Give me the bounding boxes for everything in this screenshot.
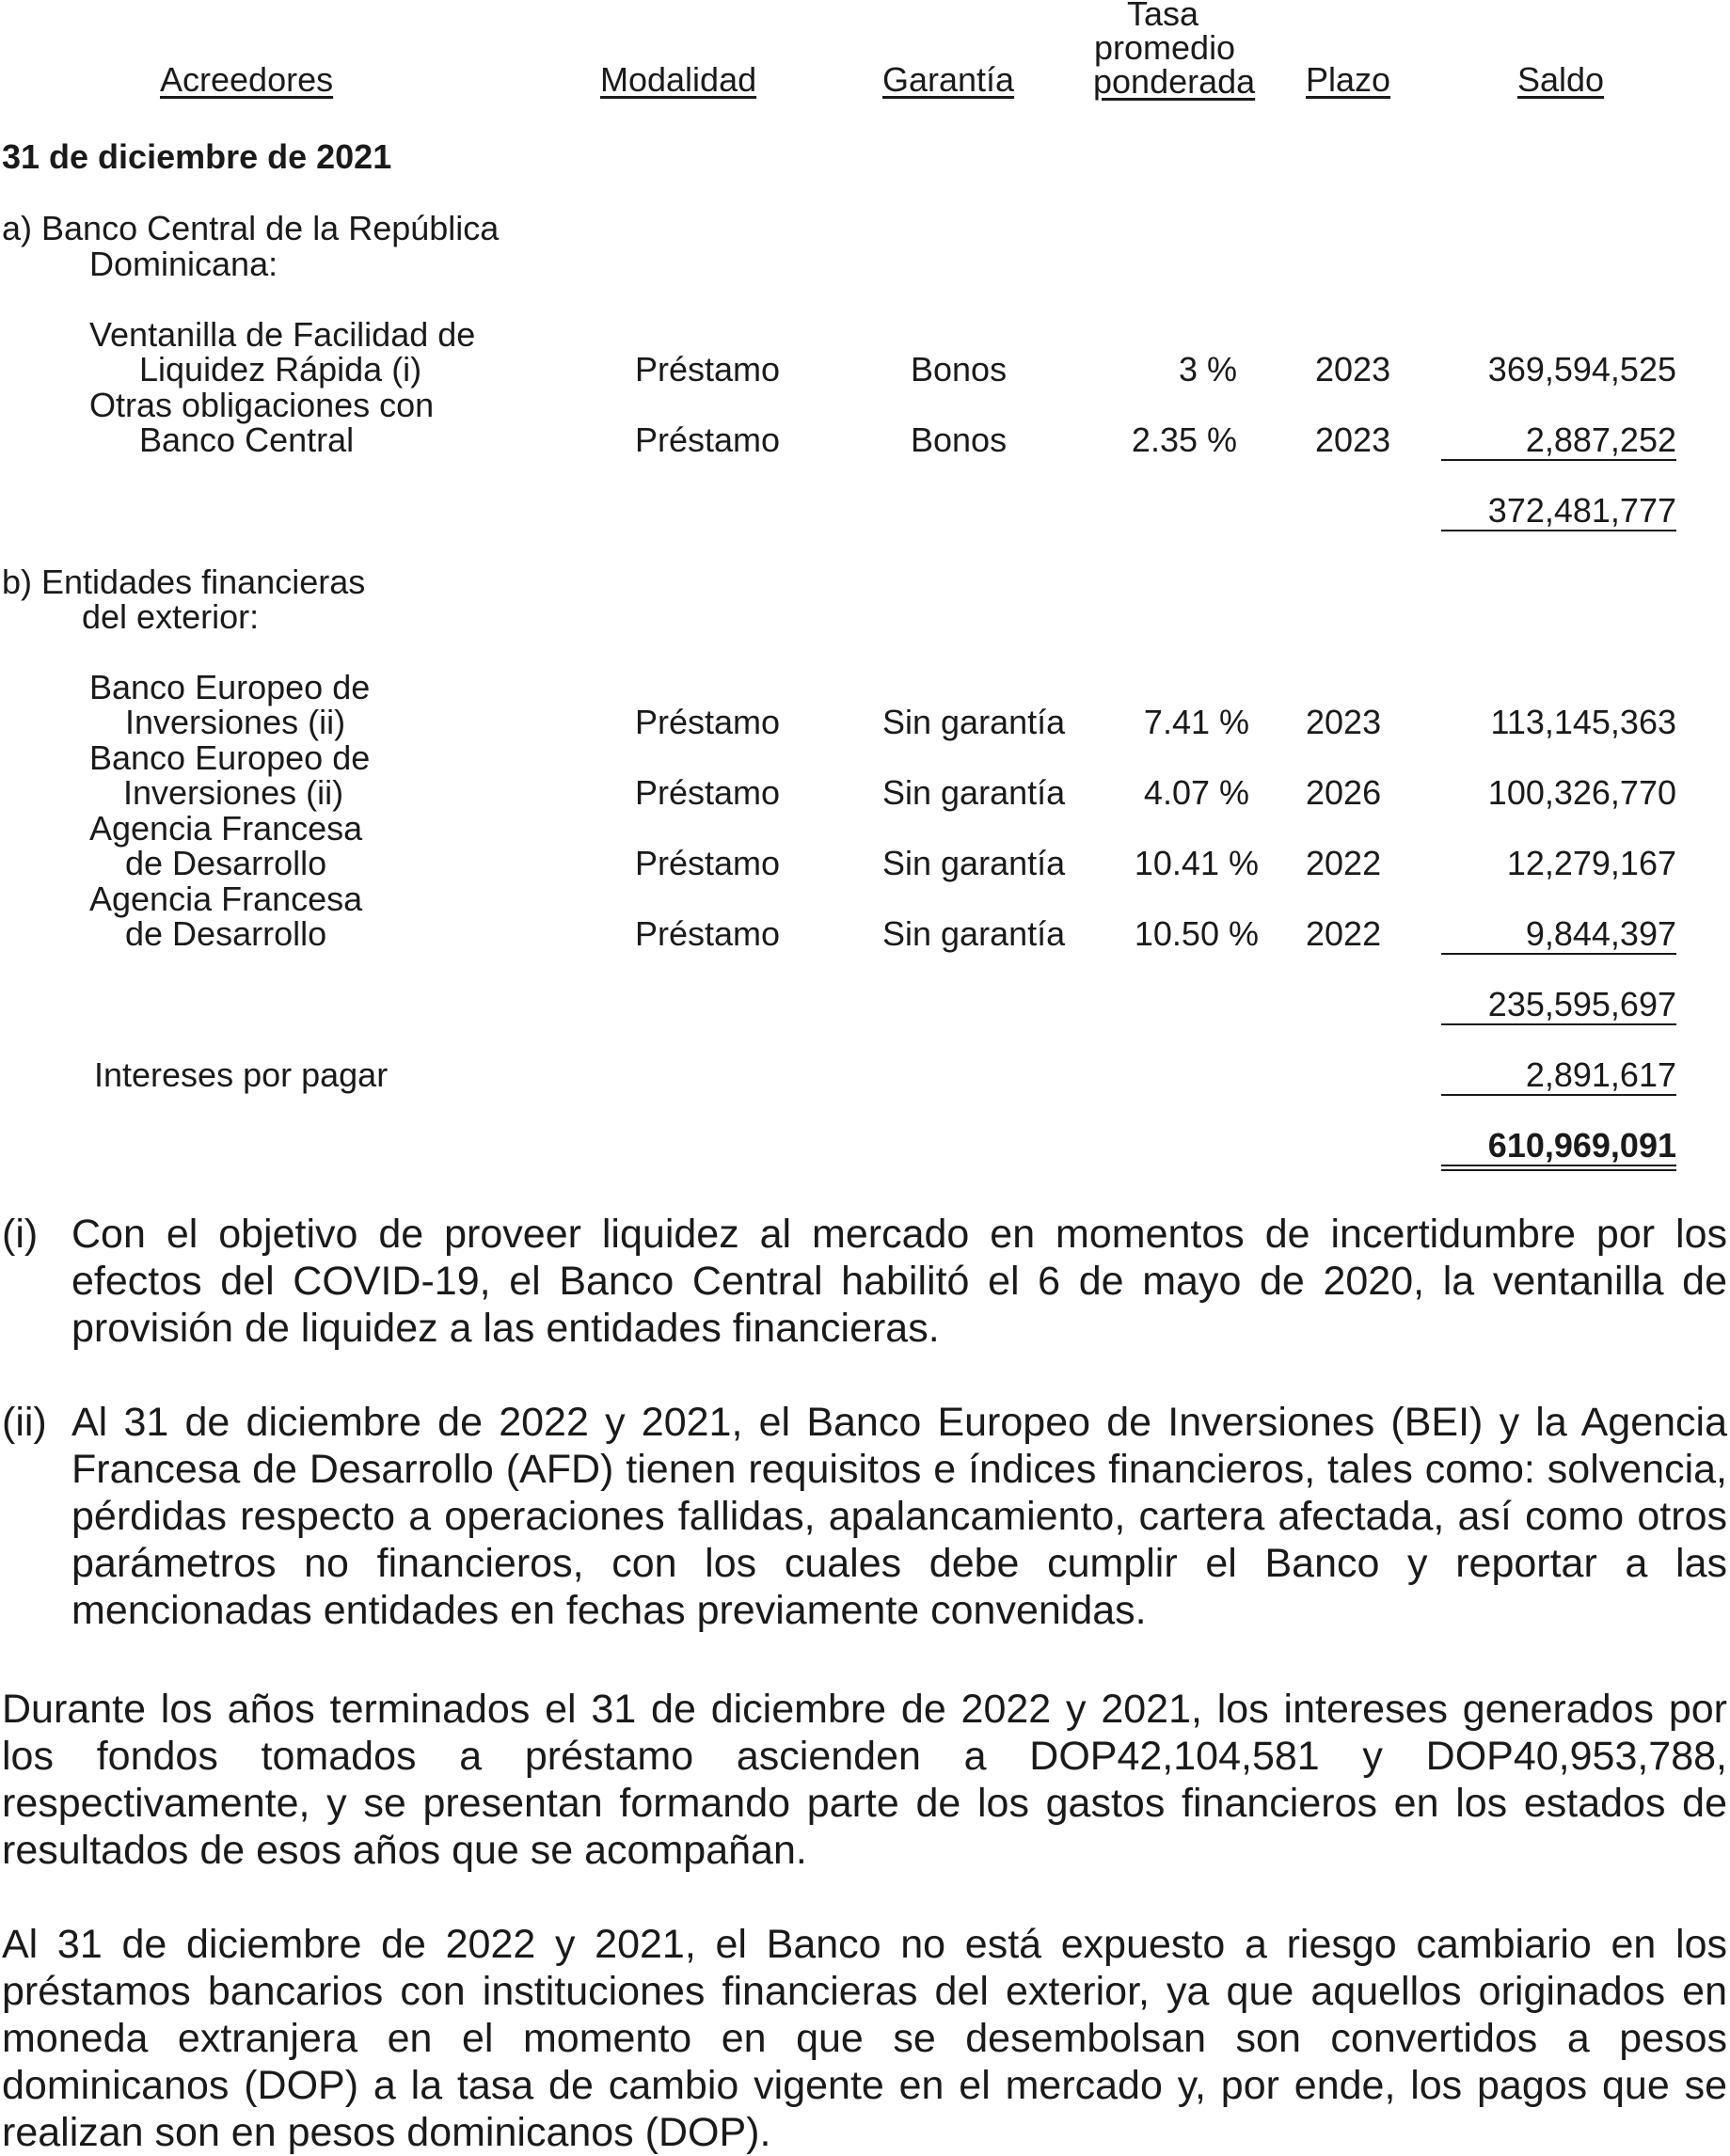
row-name-line2: Banco Central bbox=[139, 420, 355, 459]
row-tasa: 10.50 % bbox=[1134, 914, 1259, 953]
underline-rule bbox=[1441, 530, 1676, 531]
row-plazo: 2022 bbox=[1306, 914, 1382, 953]
row-name-line1: Ventanilla de Facilidad de bbox=[89, 315, 476, 354]
header-tasa-line1: Tasa bbox=[1127, 0, 1199, 33]
row-plazo: 2023 bbox=[1306, 703, 1382, 741]
paragraph-intereses: Durante los años terminados el 31 de diciembre de 2022 y 2021, los intereses generados por los fondos tomados a préstamo ascienden a DOP42,104,581 y DOP40,953,788, respectivamente, y se presentan formando parte de los gastos financieros en los estados de resultados de esos años que se acompañan. bbox=[2, 1687, 1727, 1873]
row-plazo: 2026 bbox=[1306, 773, 1382, 812]
section-a-label: a) Banco Central de la República bbox=[2, 209, 500, 247]
intereses-value: 2,891,617 bbox=[1525, 1055, 1676, 1094]
section-a-label-cont: Dominicana: bbox=[89, 245, 278, 283]
row-name-line2: Inversiones (ii) bbox=[125, 703, 346, 741]
footnote-ii-label: (ii) bbox=[2, 1400, 47, 1445]
row-modalidad: Préstamo bbox=[635, 844, 781, 882]
row-modalidad: Préstamo bbox=[635, 914, 781, 953]
row-saldo: 100,326,770 bbox=[1487, 773, 1676, 812]
header-tasa-line3: ponderada bbox=[1093, 62, 1256, 101]
row-garantia: Sin garantía bbox=[882, 773, 1066, 812]
underline-rule bbox=[1441, 459, 1676, 461]
row-garantia: Bonos bbox=[911, 420, 1008, 459]
row-saldo: 12,279,167 bbox=[1506, 844, 1676, 882]
header-tasa-line2: promedio bbox=[1094, 28, 1236, 67]
section-b-label: b) Entidades financieras bbox=[2, 563, 366, 601]
row-name-line1: Agencia Francesa bbox=[89, 809, 363, 848]
section-b-label-cont: del exterior: bbox=[82, 597, 260, 636]
row-name-line1: Banco Europeo de bbox=[89, 668, 371, 706]
paragraph-riesgo-cambiario: Al 31 de diciembre de 2022 y 2021, el Banco no está expuesto a riesgo cambiario en los préstamos bancarios con instituciones financieras del exterior, ya que aquellos originados en moneda extranjera en el momento en que se desembolsan son convertidos a pesos dominicanos (DOP) a la tasa de cambio vigente en el mercado y, por ende, los pagos que se realizan son en pesos dominicanos (DOP). bbox=[2, 1922, 1727, 2155]
row-modalidad: Préstamo bbox=[635, 773, 781, 812]
row-saldo: 113,145,363 bbox=[1490, 703, 1676, 741]
underline-rule bbox=[1441, 1094, 1676, 1096]
row-name-line2: Liquidez Rápida (i) bbox=[139, 350, 422, 388]
row-name-line2: de Desarrollo bbox=[125, 844, 327, 882]
underline-rule bbox=[1441, 953, 1676, 955]
row-plazo: 2023 bbox=[1315, 350, 1391, 388]
row-garantia: Sin garantía bbox=[882, 844, 1066, 882]
row-tasa: 2.35 % bbox=[1131, 420, 1237, 459]
row-name-line1: Agencia Francesa bbox=[89, 880, 363, 918]
subtotal-a: 372,481,777 bbox=[1487, 491, 1676, 530]
row-tasa: 4.07 % bbox=[1143, 773, 1249, 812]
subtotal-b: 235,595,697 bbox=[1487, 985, 1676, 1023]
header-modalidad: Modalidad bbox=[600, 60, 757, 99]
footnote-i-text: Con el objetivo de proveer liquidez al mercado en momentos de incertidumbre por los efectos del COVID-19, el Banco Central habilitó el 6 de mayo de 2020, la ventanilla de provisión de liquidez a las entidades financieras. bbox=[71, 1212, 1727, 1351]
period-title: 31 de diciembre de 2021 bbox=[2, 137, 392, 176]
row-plazo: 2023 bbox=[1315, 420, 1391, 459]
row-tasa: 10.41 % bbox=[1134, 844, 1259, 882]
header-saldo: Saldo bbox=[1517, 60, 1605, 99]
row-garantia: Sin garantía bbox=[882, 914, 1066, 953]
row-tasa: 7.41 % bbox=[1143, 703, 1249, 741]
row-garantia: Sin garantía bbox=[882, 703, 1066, 741]
row-modalidad: Préstamo bbox=[635, 350, 781, 388]
grand-total: 610,969,091 bbox=[1487, 1126, 1676, 1165]
underline-rule bbox=[1441, 1023, 1676, 1025]
row-modalidad: Préstamo bbox=[635, 703, 781, 741]
intereses-label: Intereses por pagar bbox=[94, 1055, 389, 1094]
row-name-line1: Banco Europeo de bbox=[89, 738, 371, 777]
row-saldo: 2,887,252 bbox=[1525, 420, 1676, 459]
double-underline-bottom bbox=[1441, 1169, 1676, 1171]
row-name-line2: Inversiones (ii) bbox=[123, 773, 344, 812]
row-modalidad: Préstamo bbox=[635, 420, 781, 459]
footnote-ii-text: Al 31 de diciembre de 2022 y 2021, el Banco Europeo de Inversiones (BEI) y la Agencia Francesa de Desarrollo (AFD) tienen requisitos e índices financieros, tales como: solvencia, pérdidas respecto a operaciones fallidas, apalancamiento, cartera afectada, así como otros parámetros no financieros, con los cuales debe cumplir el Banco y reportar a las mencionadas entidades en fechas previamente convenidas. bbox=[71, 1400, 1727, 1633]
row-name-line1: Otras obligaciones con bbox=[89, 386, 435, 424]
row-name-line2: de Desarrollo bbox=[125, 914, 327, 953]
row-saldo: 9,844,397 bbox=[1525, 914, 1676, 953]
row-saldo: 369,594,525 bbox=[1487, 350, 1676, 388]
double-underline-top bbox=[1441, 1165, 1676, 1166]
footnote-i-label: (i) bbox=[2, 1212, 39, 1257]
header-acreedores: Acreedores bbox=[160, 60, 334, 99]
row-garantia: Bonos bbox=[911, 350, 1008, 388]
header-plazo: Plazo bbox=[1306, 60, 1391, 99]
header-garantia: Garantía bbox=[882, 60, 1015, 99]
row-plazo: 2022 bbox=[1306, 844, 1382, 882]
row-tasa: 3 % bbox=[1178, 350, 1237, 388]
